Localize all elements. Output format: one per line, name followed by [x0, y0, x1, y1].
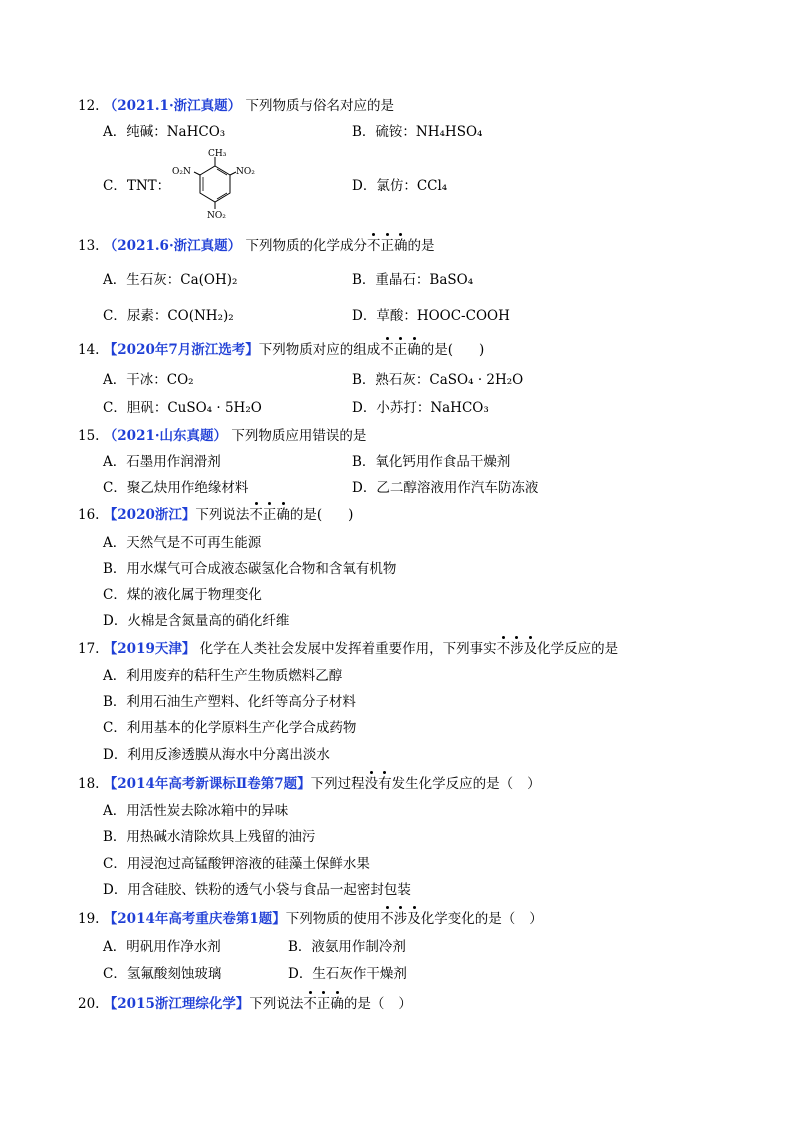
question-stem: 下列物质的使用: [285, 911, 381, 927]
emphasis-char: 不: [380, 342, 394, 358]
question-source: 【2020年7月浙江选考】: [103, 342, 259, 358]
emphasis-char: 确: [407, 342, 421, 358]
option-d: D．草酸：HOOC-COOH: [352, 308, 510, 324]
question-stem: 下列物质应用错误的是: [231, 428, 367, 444]
question-number: 18.: [78, 776, 100, 792]
question-stem-tail: 的是(: [420, 342, 454, 358]
emphasis-char: 确: [330, 996, 344, 1012]
question-stem-tail: 化学变化的是（: [420, 911, 516, 927]
option-c: C．尿素：CO(NH₂)₂: [103, 308, 234, 324]
tnt-structure-diagram: [170, 148, 260, 220]
option-b: B．重晶石：BaSO₄: [352, 272, 474, 288]
question-number: 16.: [78, 507, 100, 523]
question-source: 【2015浙江理综化学】: [103, 996, 250, 1012]
option-b: B．利用石油生产塑料、化纤等高分子材料: [103, 694, 356, 710]
emphasis-char: 不: [380, 911, 394, 927]
option-b: B．用热碱水清除炊具上残留的油污: [103, 829, 316, 845]
question-12: [78, 96, 394, 116]
question-stem-tail: 的是: [407, 238, 435, 254]
emphasis-char: 正: [393, 342, 408, 358]
option-d: D．氯仿：CCl₄: [352, 178, 448, 194]
option-a: A．纯碱：NaHCO₃: [103, 124, 226, 140]
question-source: 【2019天津】: [103, 641, 196, 657]
emphasis-char: 不: [303, 996, 317, 1012]
option-c: C．胆矾：CuSO₄ · 5H₂O: [103, 400, 262, 416]
paren-close: ): [479, 342, 485, 358]
emphasis-char: 及: [407, 911, 421, 927]
question-number: 13.: [78, 238, 100, 254]
question-16: [78, 505, 353, 525]
question-number: 12.: [78, 98, 100, 114]
option-a: A．利用废弃的秸秆生产生物质燃料乙醇: [103, 668, 343, 684]
question-stem: 化学在人类社会发展中发挥着重要作用，下列事实: [195, 641, 497, 657]
option-d: D．小苏打：NaHCO₃: [352, 400, 489, 416]
question-number: 20.: [78, 996, 100, 1012]
question-source: （2021.1·浙江真题）: [103, 98, 242, 114]
question-19: [78, 909, 543, 929]
question-20: [78, 994, 412, 1014]
option-c: C．氢氟酸刻蚀玻璃: [103, 966, 222, 982]
emphasis-char: 涉: [393, 911, 408, 927]
emphasis-char: 不: [496, 641, 511, 657]
emphasis-char: 正: [380, 238, 394, 254]
question-stem-tail: 发生化学反应的是（: [391, 776, 514, 792]
question-14: [78, 340, 484, 360]
question-source: 【2014年高考重庆卷第1题】: [103, 911, 286, 927]
question-stem: 下列过程: [310, 776, 365, 792]
option-b: B．液氨用作制冷剂: [288, 939, 406, 955]
nitro-right-label: NO₂: [236, 167, 255, 177]
option-d: D．乙二醇溶液用作汽车防冻液: [352, 480, 539, 496]
question-number: 17.: [78, 641, 100, 657]
option-a: A．天然气是不可再生能源: [103, 535, 262, 551]
question-stem: 下列说法: [195, 507, 250, 523]
emphasis-char: 正: [262, 507, 277, 523]
option-c: C．利用基本的化学原料生产化学合成药物: [103, 720, 357, 736]
paren-close: ）: [398, 996, 412, 1012]
option-d: D．生石灰作干燥剂: [288, 966, 407, 982]
question-number: 19.: [78, 911, 100, 927]
option-d: D．火棉是含氮量高的硝化纤维: [103, 613, 290, 629]
question-number: 14.: [78, 342, 100, 358]
emphasis-char: 不: [366, 238, 381, 254]
methyl-label: CH₃: [208, 149, 227, 159]
question-18: [78, 774, 541, 794]
option-c: C．聚乙炔用作绝缘材料: [103, 480, 249, 496]
option-a: A．用活性炭去除冰箱中的异味: [103, 803, 289, 819]
question-source: 【2014年高考新课标Ⅱ卷第7题】: [103, 776, 311, 792]
question-stem-tail: 的是（: [343, 996, 385, 1012]
nitro-bottom-label: NO₂: [207, 211, 226, 220]
option-b: B．用水煤气可合成液态碳氢化合物和含氧有机物: [103, 561, 397, 577]
question-stem: 下列物质与俗名对应的是: [245, 98, 394, 114]
option-c: C．煤的液化属于物理变化: [103, 587, 262, 603]
option-a: A．生石灰：Ca(OH)₂: [103, 272, 238, 288]
nitro-left-label: O₂N: [172, 167, 191, 177]
question-source: （2021.6·浙江真题）: [103, 238, 242, 254]
question-stem: 下列说法: [249, 996, 304, 1012]
paren-close: ）: [529, 911, 543, 927]
question-stem-tail: 化学反应的是: [537, 641, 619, 657]
emphasis-char: 有: [378, 776, 392, 792]
option-c: C．TNT：: [103, 178, 171, 194]
emphasis-char: 正: [316, 996, 331, 1012]
emphasis-char: 不: [249, 507, 263, 523]
emphasis-char: 及: [523, 641, 538, 657]
option-a: A．明矾用作净水剂: [103, 939, 221, 955]
option-b: B．硫铵：NH₄HSO₄: [352, 124, 483, 140]
paren-close: ): [348, 507, 354, 523]
emphasis-char: 没: [364, 776, 379, 792]
question-source: （2021·山东真题）: [103, 428, 228, 444]
option-d: D．用含硅胶、铁粉的透气小袋与食品一起密封包装: [103, 882, 411, 898]
paren-close: ）: [527, 776, 541, 792]
question-stem-tail: 的是(: [289, 507, 323, 523]
question-source: 【2020浙江】: [103, 507, 196, 523]
option-b: B．氧化钙用作食品干燥剂: [352, 454, 511, 470]
emphasis-char: 确: [393, 238, 408, 254]
question-stem: 下列物质的化学成分: [245, 238, 367, 254]
question-number: 15.: [78, 428, 100, 444]
option-a: A．石墨用作润滑剂: [103, 454, 221, 470]
option-a: A．干冰：CO₂: [103, 372, 194, 388]
question-15: [78, 426, 366, 446]
option-b: B．熟石灰：CaSO₄ · 2H₂O: [352, 372, 524, 388]
question-13: [78, 236, 434, 256]
option-c: C．用浸泡过高锰酸钾溶液的硅藻土保鲜水果: [103, 856, 370, 872]
option-d: D．利用反渗透膜从海水中分离出淡水: [103, 747, 330, 763]
question-stem: 下列物质对应的组成: [258, 342, 381, 358]
emphasis-char: 涉: [510, 641, 524, 657]
question-17: [78, 639, 618, 659]
emphasis-char: 确: [276, 507, 290, 523]
